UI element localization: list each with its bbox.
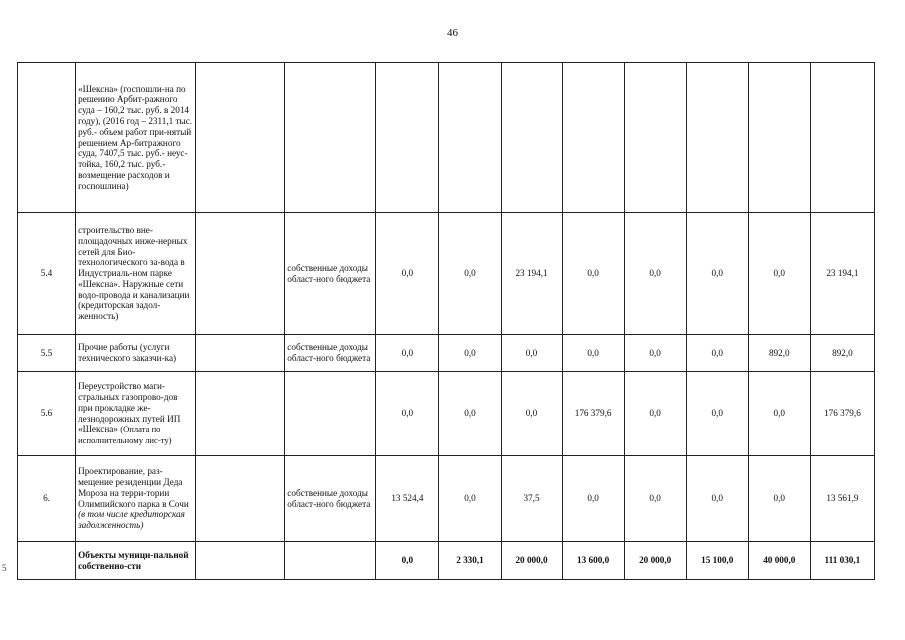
value-cell (501, 63, 562, 213)
row-number: 5.4 (18, 213, 76, 335)
row-number: 5.6 (18, 372, 76, 456)
value-cell: 0,0 (376, 372, 439, 456)
value-cell: 37,5 (501, 456, 562, 542)
value-cell (562, 63, 624, 213)
value-cell: 0,0 (748, 456, 810, 542)
item-name: строительство вне-площадочных инже-нерных сетей для Био-технологического за-вода в Индустриаль-ном парке «Шексна». Наружные сети водо-провода и канализации (кредиторская задол-женность) (78, 224, 190, 322)
value-cell: 0,0 (686, 372, 748, 456)
table-row (18, 335, 875, 372)
funding-source: собственные доходы област-ного бюджета (285, 335, 376, 372)
table-row-total (18, 542, 875, 580)
value-cell: 0,0 (376, 335, 439, 372)
value-cell: 176 379,6 (562, 372, 624, 456)
funding-source: собственные доходы област-ного бюджета (285, 456, 376, 542)
value-cell: 892,0 (748, 335, 810, 372)
value-cell (439, 63, 501, 213)
empty-cell (196, 213, 285, 335)
item-note: (Оплата по исполнительному лис-ту) (78, 424, 172, 446)
item-note: (в том числе кредиторская задолженность) (78, 509, 185, 531)
funding-source (285, 372, 376, 456)
value-cell: 0,0 (624, 372, 686, 456)
budget-table (17, 62, 875, 580)
item-description (76, 213, 196, 335)
empty-cell (196, 63, 285, 213)
empty-cell (196, 456, 285, 542)
value-cell: 15 100,0 (686, 542, 748, 580)
item-name: Объекты муници-пальной собственно-сти (78, 549, 189, 571)
value-cell: 0,0 (501, 335, 562, 372)
item-name: Проектирование, раз-мещение резиденции Деда Мороза на терри-тории Олимпийского парка в Сочи (78, 466, 189, 509)
value-cell: 2 330,1 (439, 542, 501, 580)
value-cell: 13 600,0 (562, 542, 624, 580)
empty-cell (196, 335, 285, 372)
item-name: «Шексна» (госпошли-на по решению Арбит-ражного суда – 160,2 тыс. руб. в 2014 году), (2016 год – 2311,1 тыс. руб.- объем работ при-нятый решением Ар-битражного суда, 7407,5 тыс. руб.- неус-тойка, 160,2 тыс. руб.-возмещение расходов и госпошлина) (78, 83, 193, 191)
value-cell (376, 63, 439, 213)
empty-cell (196, 372, 285, 456)
margin-mark: 5 (2, 563, 7, 573)
funding-source: собственные доходы област-ного бюджета (285, 213, 376, 335)
row-number (18, 542, 76, 580)
value-cell: 0,0 (562, 213, 624, 335)
item-name: Прочие работы (услуги технического заказчи-ка) (78, 342, 177, 363)
value-cell (686, 63, 748, 213)
value-cell: 20 000,0 (501, 542, 562, 580)
value-cell: 176 379,6 (810, 372, 874, 456)
value-cell (748, 63, 810, 213)
value-cell: 13 561,9 (810, 456, 874, 542)
value-cell: 0,0 (748, 372, 810, 456)
row-number: 5.5 (18, 335, 76, 372)
value-cell: 0,0 (501, 372, 562, 456)
value-cell: 0,0 (624, 456, 686, 542)
value-cell: 0,0 (439, 213, 501, 335)
item-description (76, 372, 196, 456)
table-row (18, 456, 875, 542)
value-cell: 892,0 (810, 335, 874, 372)
value-cell: 23 194,1 (501, 213, 562, 335)
value-cell: 0,0 (686, 335, 748, 372)
funding-source (285, 542, 376, 580)
value-cell: 0,0 (562, 335, 624, 372)
value-cell: 0,0 (376, 213, 439, 335)
value-cell (810, 63, 874, 213)
page-number: 46 (447, 27, 458, 39)
value-cell: 0,0 (748, 213, 810, 335)
value-cell: 0,0 (439, 456, 501, 542)
value-cell (624, 63, 686, 213)
item-name: Переустройство маги-стральных газопрово-дов при прокладке же-лезнодорожных путей ИП «Шексна» (78, 381, 181, 435)
table-row (18, 63, 875, 213)
value-cell: 111 030,1 (810, 542, 874, 580)
value-cell: 0,0 (624, 335, 686, 372)
value-cell: 13 524,4 (376, 456, 439, 542)
item-description (76, 335, 196, 372)
item-description (76, 456, 196, 542)
row-number: 6. (18, 456, 76, 542)
row-number (18, 63, 76, 213)
item-description (76, 542, 196, 580)
table-row (18, 213, 875, 335)
value-cell: 0,0 (439, 372, 501, 456)
value-cell: 0,0 (686, 213, 748, 335)
value-cell: 0,0 (376, 542, 439, 580)
empty-cell (196, 542, 285, 580)
value-cell: 0,0 (624, 213, 686, 335)
funding-source (285, 63, 376, 213)
value-cell: 23 194,1 (810, 213, 874, 335)
value-cell: 0,0 (686, 456, 748, 542)
table-row (18, 372, 875, 456)
value-cell: 40 000,0 (748, 542, 810, 580)
value-cell: 0,0 (439, 335, 501, 372)
item-description (76, 63, 196, 213)
value-cell: 0,0 (562, 456, 624, 542)
value-cell: 20 000,0 (624, 542, 686, 580)
